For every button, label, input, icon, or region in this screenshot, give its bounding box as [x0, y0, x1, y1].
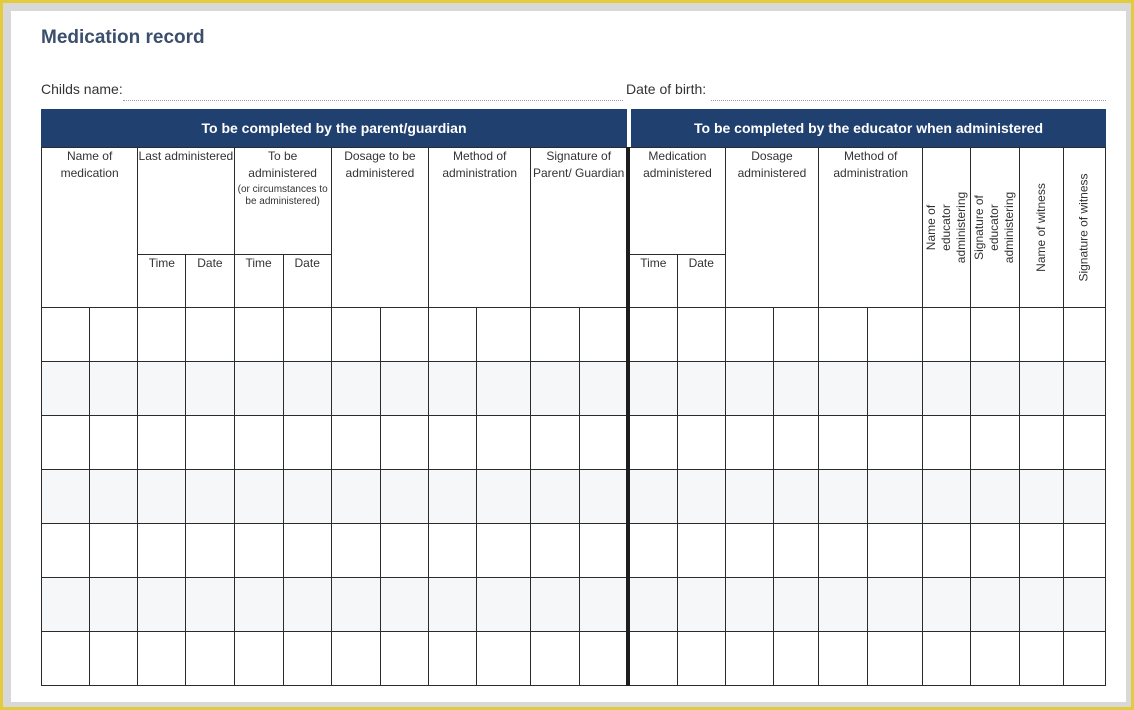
table-row	[42, 632, 1106, 686]
entry-cell[interactable]	[1019, 308, 1063, 362]
col-method-parent: Method of administration	[429, 148, 531, 308]
entry-cell[interactable]	[531, 416, 580, 470]
entry-cell[interactable]	[429, 578, 477, 632]
entry-cell[interactable]	[477, 632, 531, 686]
entry-cell[interactable]	[819, 524, 868, 578]
entry-cell[interactable]	[677, 470, 725, 524]
entry-cell[interactable]	[429, 470, 477, 524]
table-row	[42, 308, 1106, 362]
entry-cell[interactable]	[429, 308, 477, 362]
medication-record-sheet	[11, 11, 1126, 702]
entry-cell[interactable]	[923, 524, 971, 578]
entry-cell[interactable]	[186, 578, 234, 632]
entry-cell[interactable]	[1019, 362, 1063, 416]
entry-cell[interactable]	[283, 524, 331, 578]
entry-cell[interactable]	[477, 470, 531, 524]
entry-cell[interactable]	[923, 470, 971, 524]
entry-cell[interactable]	[531, 632, 580, 686]
entry-cell[interactable]	[90, 308, 138, 362]
entry-cell[interactable]	[186, 632, 234, 686]
entry-cell[interactable]	[234, 470, 283, 524]
col-signature-parent: Signature of Parent/ Guardian	[531, 148, 628, 308]
entry-cell[interactable]	[580, 362, 628, 416]
entry-cell[interactable]	[923, 362, 971, 416]
entry-cell[interactable]	[138, 416, 186, 470]
entry-cell[interactable]	[819, 416, 868, 470]
page-title: Medication record	[41, 27, 205, 48]
entry-cell[interactable]	[725, 470, 773, 524]
entry-cell[interactable]	[971, 470, 1019, 524]
entry-cell[interactable]	[1019, 416, 1063, 470]
entry-cell[interactable]	[138, 308, 186, 362]
entry-cell[interactable]	[580, 470, 628, 524]
medication-table	[41, 147, 1106, 686]
col-signature-witness	[1063, 148, 1105, 308]
entry-cell[interactable]	[531, 308, 580, 362]
entry-cell[interactable]	[42, 632, 90, 686]
entry-cell[interactable]	[380, 416, 428, 470]
entry-cell[interactable]	[138, 362, 186, 416]
dob-field[interactable]	[711, 100, 1106, 101]
entry-cell[interactable]	[725, 416, 773, 470]
entry-cell[interactable]	[477, 524, 531, 578]
entry-cell[interactable]	[868, 470, 923, 524]
entry-cell[interactable]	[90, 362, 138, 416]
entry-cell[interactable]	[628, 524, 677, 578]
entry-cell[interactable]	[186, 362, 234, 416]
entry-cell[interactable]	[380, 470, 428, 524]
entry-cell[interactable]	[580, 308, 628, 362]
entry-cell[interactable]	[138, 632, 186, 686]
entry-cell[interactable]	[234, 524, 283, 578]
entry-cell[interactable]	[725, 578, 773, 632]
entry-cell[interactable]	[477, 308, 531, 362]
entry-cell[interactable]	[42, 308, 90, 362]
child-name-field[interactable]	[123, 100, 623, 101]
entry-cell[interactable]	[477, 362, 531, 416]
entry-cell[interactable]	[90, 632, 138, 686]
entry-cell[interactable]	[531, 470, 580, 524]
col-method-educator: Method of administration	[819, 148, 923, 308]
entry-cell[interactable]	[971, 524, 1019, 578]
entry-cell[interactable]	[773, 416, 818, 470]
entry-cell[interactable]	[923, 416, 971, 470]
entry-cell[interactable]	[725, 362, 773, 416]
entry-cell[interactable]	[234, 578, 283, 632]
entry-cell[interactable]	[380, 632, 428, 686]
entry-cell[interactable]	[628, 632, 677, 686]
entry-cell[interactable]	[283, 632, 331, 686]
entry-cell[interactable]	[234, 632, 283, 686]
entry-cell[interactable]	[819, 632, 868, 686]
entry-cell[interactable]	[1063, 470, 1105, 524]
signature-educator-label: Signature of educator administering	[972, 191, 1017, 264]
col-name-witness	[1019, 148, 1063, 308]
entry-cell[interactable]	[971, 578, 1019, 632]
subhead-medication-time: Time	[628, 255, 677, 308]
parent-section-header: To be completed by the parent/guardian	[41, 109, 627, 147]
entry-cell[interactable]	[868, 524, 923, 578]
entry-cell[interactable]	[677, 524, 725, 578]
entry-cell[interactable]	[531, 578, 580, 632]
entry-cell[interactable]	[138, 578, 186, 632]
entry-cell[interactable]	[380, 524, 428, 578]
entry-cell[interactable]	[819, 362, 868, 416]
entry-cell[interactable]	[819, 578, 868, 632]
name-witness-label: Name of witness	[1033, 183, 1048, 272]
col-to-be-administered	[234, 148, 331, 255]
entry-cell[interactable]	[971, 632, 1019, 686]
col-dosage-administered: Dosage administered	[725, 148, 818, 308]
entry-cell[interactable]	[186, 416, 234, 470]
entry-cell[interactable]	[331, 416, 380, 470]
entry-cell[interactable]	[42, 362, 90, 416]
entry-cell[interactable]	[677, 308, 725, 362]
entry-cell[interactable]	[42, 470, 90, 524]
entry-cell[interactable]	[283, 416, 331, 470]
entry-cell[interactable]	[42, 578, 90, 632]
entry-cell[interactable]	[90, 578, 138, 632]
col-dosage-to-be-administered: Dosage to be administered	[331, 148, 428, 308]
entry-cell[interactable]	[1063, 362, 1105, 416]
entry-cell[interactable]	[580, 578, 628, 632]
entry-cell[interactable]	[819, 470, 868, 524]
entry-cell[interactable]	[580, 632, 628, 686]
entry-cell[interactable]	[234, 416, 283, 470]
col-last-administered: Last administered	[138, 148, 234, 255]
entry-cell[interactable]	[90, 416, 138, 470]
entry-cell[interactable]	[773, 470, 818, 524]
subhead-last-date: Date	[186, 255, 234, 308]
entry-cell[interactable]	[477, 416, 531, 470]
entry-cell[interactable]	[90, 524, 138, 578]
entry-cell[interactable]	[429, 362, 477, 416]
entry-cell[interactable]	[580, 416, 628, 470]
entry-cell[interactable]	[677, 578, 725, 632]
entry-cell[interactable]	[868, 416, 923, 470]
entry-cell[interactable]	[90, 470, 138, 524]
entry-cell[interactable]	[868, 362, 923, 416]
entry-cell[interactable]	[628, 470, 677, 524]
col-name-educator	[923, 148, 971, 308]
entry-cell[interactable]	[186, 470, 234, 524]
entry-cell[interactable]	[628, 416, 677, 470]
entry-cell[interactable]	[628, 362, 677, 416]
entry-cell[interactable]	[331, 362, 380, 416]
entry-cell[interactable]	[186, 524, 234, 578]
entry-cell[interactable]	[531, 362, 580, 416]
entry-cell[interactable]	[429, 416, 477, 470]
subhead-tobe-date: Date	[283, 255, 331, 308]
subhead-tobe-time: Time	[234, 255, 283, 308]
entry-cell[interactable]	[42, 524, 90, 578]
entry-cell[interactable]	[531, 524, 580, 578]
entry-cell[interactable]	[42, 416, 90, 470]
dob-label: Date of birth:	[626, 81, 707, 97]
to-be-administered-label: To be administered	[248, 149, 317, 180]
entry-cell[interactable]	[580, 524, 628, 578]
entry-cell[interactable]	[331, 578, 380, 632]
record-rows	[42, 308, 1106, 686]
table-row	[42, 578, 1106, 632]
entry-cell[interactable]	[331, 470, 380, 524]
entry-cell[interactable]	[331, 524, 380, 578]
entry-cell[interactable]	[677, 416, 725, 470]
subhead-medication-date: Date	[677, 255, 725, 308]
table-row	[42, 416, 1106, 470]
entry-cell[interactable]	[138, 524, 186, 578]
entry-cell[interactable]	[773, 362, 818, 416]
table-row	[42, 362, 1106, 416]
subhead-last-time: Time	[138, 255, 186, 308]
entry-cell[interactable]	[429, 524, 477, 578]
entry-cell[interactable]	[971, 416, 1019, 470]
entry-cell[interactable]	[1019, 524, 1063, 578]
entry-cell[interactable]	[725, 632, 773, 686]
entry-cell[interactable]	[923, 632, 971, 686]
col-signature-educator	[971, 148, 1019, 308]
entry-cell[interactable]	[1063, 578, 1105, 632]
entry-cell[interactable]	[868, 632, 923, 686]
entry-cell[interactable]	[1019, 632, 1063, 686]
entry-cell[interactable]	[773, 578, 818, 632]
entry-cell[interactable]	[725, 308, 773, 362]
entry-cell[interactable]	[1063, 308, 1105, 362]
entry-cell[interactable]	[868, 308, 923, 362]
entry-cell[interactable]	[331, 308, 380, 362]
to-be-administered-note: (or circumstances to be administered)	[237, 184, 328, 207]
signature-witness-label: Signature of witness	[1076, 173, 1091, 282]
entry-cell[interactable]	[234, 362, 283, 416]
entry-cell[interactable]	[380, 308, 428, 362]
entry-cell[interactable]	[1019, 470, 1063, 524]
name-educator-label: Name of educator administering	[924, 191, 969, 264]
entry-cell[interactable]	[283, 308, 331, 362]
entry-cell[interactable]	[971, 308, 1019, 362]
col-name-of-medication: Name of medication	[42, 148, 138, 308]
entry-cell[interactable]	[380, 362, 428, 416]
entry-cell[interactable]	[773, 524, 818, 578]
entry-cell[interactable]	[138, 470, 186, 524]
entry-cell[interactable]	[819, 308, 868, 362]
entry-cell[interactable]	[186, 308, 234, 362]
entry-cell[interactable]	[283, 362, 331, 416]
entry-cell[interactable]	[429, 632, 477, 686]
entry-cell[interactable]	[923, 578, 971, 632]
entry-cell[interactable]	[283, 470, 331, 524]
entry-cell[interactable]	[1063, 632, 1105, 686]
entry-cell[interactable]	[1063, 524, 1105, 578]
child-name-label: Childs name:	[41, 81, 123, 97]
entry-cell[interactable]	[380, 578, 428, 632]
entry-cell[interactable]	[923, 308, 971, 362]
educator-section-header: To be completed by the educator when administered	[631, 109, 1106, 147]
table-row	[42, 470, 1106, 524]
entry-cell[interactable]	[1063, 416, 1105, 470]
entry-cell[interactable]	[628, 578, 677, 632]
entry-cell[interactable]	[234, 308, 283, 362]
entry-cell[interactable]	[1019, 578, 1063, 632]
table-row	[42, 524, 1106, 578]
entry-cell[interactable]	[868, 578, 923, 632]
entry-cell[interactable]	[971, 362, 1019, 416]
entry-cell[interactable]	[677, 632, 725, 686]
entry-cell[interactable]	[477, 578, 531, 632]
entry-cell[interactable]	[331, 632, 380, 686]
col-medication-administered: Medication administered	[628, 148, 725, 255]
entry-cell[interactable]	[773, 632, 818, 686]
entry-cell[interactable]	[677, 362, 725, 416]
entry-cell[interactable]	[628, 308, 677, 362]
entry-cell[interactable]	[283, 578, 331, 632]
entry-cell[interactable]	[725, 524, 773, 578]
entry-cell[interactable]	[773, 308, 818, 362]
